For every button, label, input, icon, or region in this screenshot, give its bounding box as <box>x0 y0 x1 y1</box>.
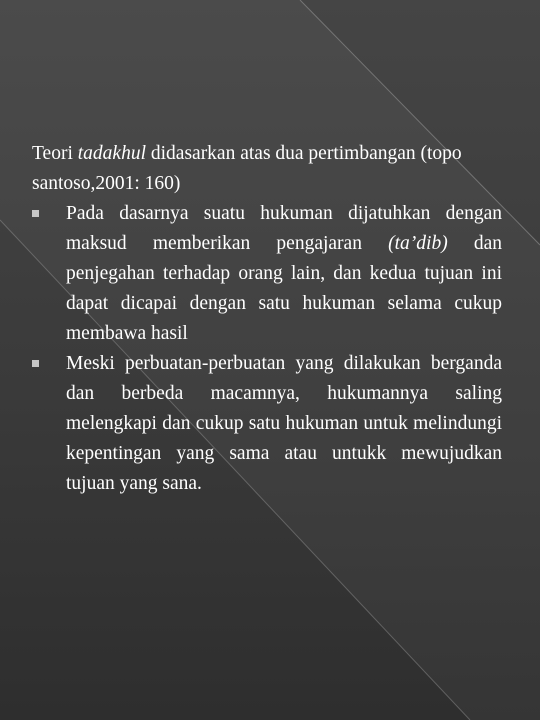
slide-body <box>32 139 502 499</box>
bullet-item <box>32 199 502 349</box>
square-bullet-icon <box>32 360 39 367</box>
bullet-list <box>32 199 502 499</box>
intro-text-start: Teori <box>32 143 78 164</box>
square-bullet-icon <box>32 210 39 217</box>
bullet-1-text-end: dan penjegahan terhadap orang lain, dan kedua tujuan ini dapat dicapai dengan satu hukuman selama cukup membawa hasil <box>66 233 503 344</box>
intro-text-end: didasarkan atas dua pertimbangan (topo santoso,2001: 160) <box>32 143 462 194</box>
intro-italic-term: tadakhul <box>77 143 146 164</box>
bullet-2-text: Meski perbuatan-perbuatan yang dilakukan berganda dan berbeda macamnya, hukumannya saling melengkapi dan cukup satu hukuman untuk melindungi kepentingan yang sama atau untukk mewujudkan tujuan yang sana. <box>66 353 502 494</box>
intro-paragraph <box>32 139 502 199</box>
bullet-1-italic-term: (ta’dib) <box>388 233 448 254</box>
bullet-1-text-start: Pada dasarnya suatu hukuman dijatuhkan dengan maksud memberikan pengajaran <box>66 203 502 254</box>
bullet-item <box>32 349 502 499</box>
